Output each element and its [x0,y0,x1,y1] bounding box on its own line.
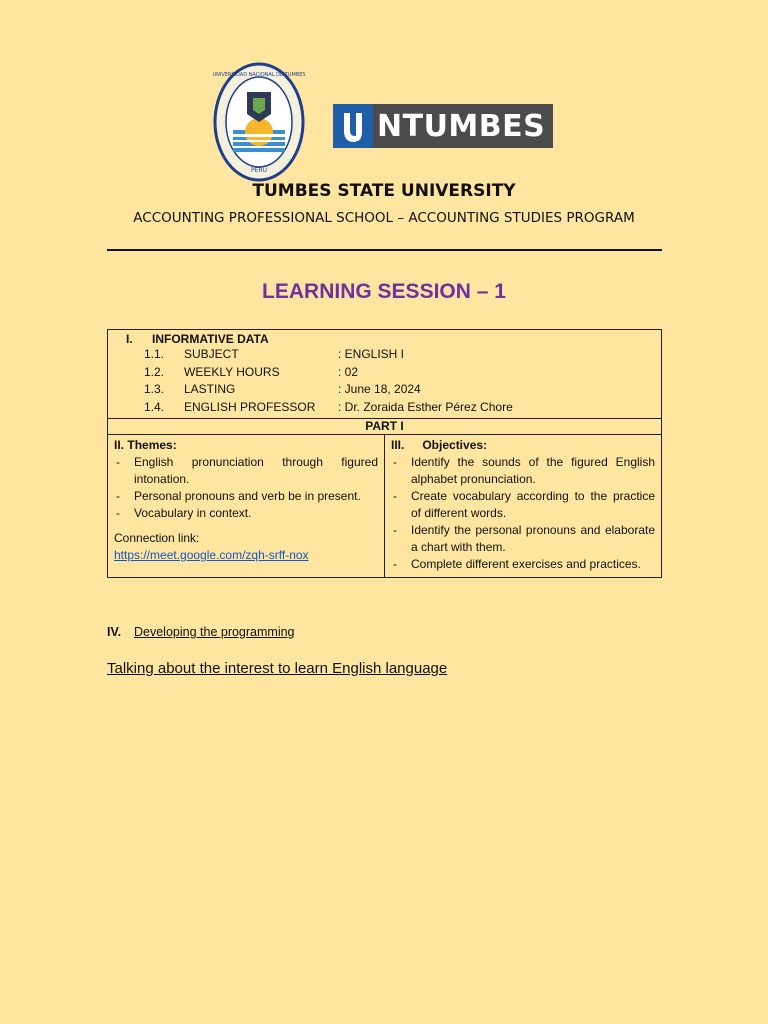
info-row [116,364,653,382]
list-item: - Personal pronouns and verb be in present. [114,488,378,505]
list-item: - Identify the sounds of the figured English alphabet pronunciation. [393,455,655,486]
row-key: ENGLISH PROFESSOR [184,399,316,414]
row-value: : Dr. Zoraida Esther Pérez Chore [338,399,513,414]
informative-data-heading [116,332,653,346]
untumbes-mark-icon [333,104,373,148]
school-name: ACCOUNTING PROFESSIONAL SCHOOL – ACCOUNTING STUDIES PROGRAM [133,210,635,226]
info-row [116,346,653,364]
section-number: II. [114,438,125,452]
row-number: 1.4. [144,399,165,414]
brand-name: NTUMBES [377,108,546,144]
developing-label: Developing the programming [134,625,295,639]
list-item: - Identify the personal pronouns and elaborate a chart with them. [393,523,655,554]
row-value: : June 18, 2024 [338,382,421,396]
info-row [116,399,653,417]
objective-text: Complete different exercises and practices. [411,557,641,571]
info-row [116,381,653,399]
list-item: - Create vocabulary according to the practice of different words. [393,489,655,520]
objectives-cell [385,435,661,577]
themes-objectives-row [108,435,661,577]
row-number: 1.2. [144,364,165,379]
row-value: : 02 [338,364,359,379]
objective-text: Create vocabulary according to the practice of different words. [411,489,655,520]
list-item: - English pronunciation through figured intonation. [116,455,378,486]
objective-text: Identify the sounds of the figured English alphabet pronunciation. [411,455,655,486]
seal-bottom-text: PERÚ [251,167,267,174]
row-key: WEEKLY HOURS [184,364,280,379]
theme-text: Personal pronouns and verb be in present. [134,489,361,503]
topic-heading: Talking about the interest to learn English language [107,660,448,677]
header-rule [107,249,662,251]
session-table [107,329,662,578]
section-title: Themes: [127,438,177,452]
section-number: III. [391,438,405,452]
row-key: LASTING [184,382,236,396]
row-value: : ENGLISH I [338,347,405,361]
university-seal [213,62,305,182]
section-number: I. [126,332,133,346]
part-heading: PART I [108,419,661,435]
developing-heading [107,625,295,639]
themes-cell [108,435,385,577]
row-key: SUBJECT [184,347,239,361]
logos [0,62,768,182]
seal-top-text: UNIVERSIDAD NACIONAL DE TUMBES [213,72,305,78]
objectives-heading [391,437,655,454]
section-title: INFORMATIVE DATA [152,332,269,346]
university-name: TUMBES STATE UNIVERSITY [252,181,516,201]
list-item: - Vocabulary in context. [114,505,378,522]
section-title: Objectives: [422,438,488,452]
untumbes-logo [333,104,553,148]
row-number: 1.3. [144,382,165,396]
meet-link[interactable]: https://meet.google.com/zqh-srff-nox [114,548,309,562]
theme-text: Vocabulary in context. [134,506,252,520]
objective-text: Identify the personal pronouns and elaborate a chart with them. [411,523,655,554]
informative-data-section [108,330,661,419]
session-title: LEARNING SESSION – 1 [262,280,506,303]
list-item: - Complete different exercises and practices. [391,556,655,573]
themes-heading [114,437,378,454]
row-number: 1.1. [144,347,165,361]
section-number: IV. [107,625,122,639]
theme-text: English pronunciation through figured intonation. [134,455,378,486]
connection-link-label: Connection link: [114,531,200,545]
